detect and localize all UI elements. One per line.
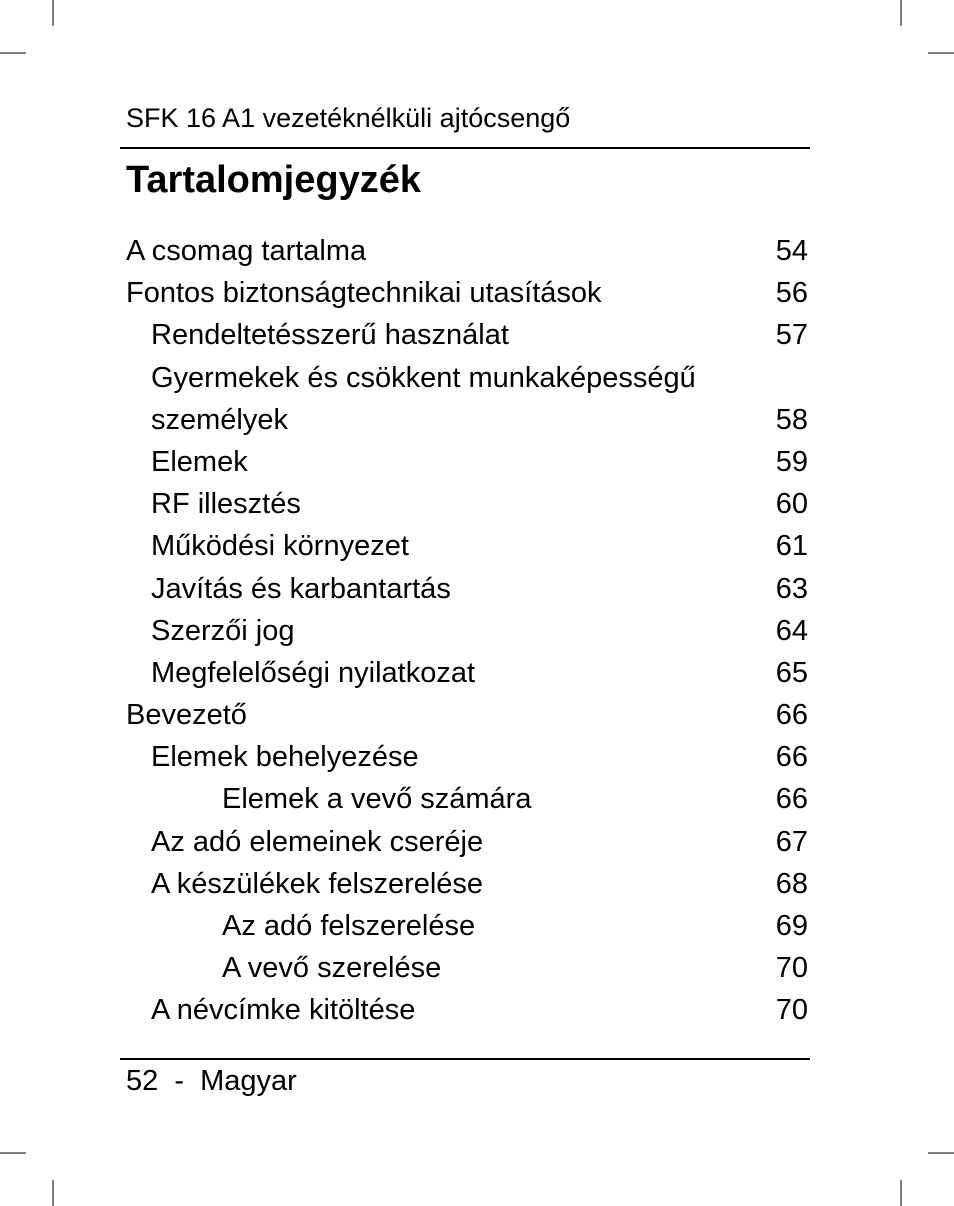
toc-entry[interactable] [126, 441, 808, 483]
toc-entry-label: A készülékek felszerelése [151, 867, 484, 900]
toc-entry-label: Működési környezet [151, 530, 409, 563]
toc-entry-label: RF illesztés [151, 488, 301, 521]
crop-mark-bottom-left [52, 1180, 54, 1206]
toc-entry-label: személyek [151, 403, 288, 436]
toc-entry-page-number: 66 [775, 699, 808, 732]
toc-entry-page-number: 61 [775, 530, 808, 563]
document-header-title: SFK 16 A1 vezetéknélküli ajtócsengő [126, 103, 571, 133]
toc-entry-page-number: 66 [775, 783, 808, 816]
toc-entry-label: Fontos biztonságtechnikai utasítások [126, 277, 602, 310]
toc-entry-label: A vevő szerelése [222, 952, 442, 985]
crop-mark-left-top [0, 52, 26, 54]
crop-mark-top-left [52, 0, 54, 26]
toc-entry-page-number: 68 [775, 867, 808, 900]
toc-entry[interactable] [126, 399, 808, 441]
toc-entry-page-number: 59 [775, 445, 808, 478]
toc-entry-label: A névcímke kitöltése [151, 994, 416, 1027]
toc-entry-label: Elemek a vevő számára [222, 783, 532, 816]
toc-entry-page-number: 57 [775, 319, 808, 352]
footer-page-label: 52 - Magyar [126, 1065, 297, 1097]
toc-entry-label: A csomag tartalma [126, 235, 367, 267]
toc-entry-label: Elemek [151, 445, 248, 478]
toc-entry-page-number: 67 [775, 825, 808, 858]
toc-entry-page-number: 66 [775, 741, 808, 774]
toc-entry-page-number: 56 [775, 277, 808, 310]
crop-mark-bottom-right [900, 1180, 902, 1206]
toc-entry[interactable] [126, 483, 808, 525]
toc-entry[interactable] [126, 568, 808, 610]
toc-entry-label: Az adó felszerelése [222, 910, 476, 942]
toc-entry-page-number: 70 [775, 994, 808, 1027]
toc-entry[interactable] [126, 610, 808, 652]
toc-entry-label: Rendeltetésszerű használat [151, 319, 509, 352]
toc-entry[interactable] [126, 989, 808, 1031]
crop-mark-left-bottom [0, 1152, 26, 1154]
toc-entry[interactable] [126, 863, 808, 905]
toc-entry[interactable] [126, 357, 808, 399]
toc-entry-page-number: 70 [775, 952, 808, 985]
toc-entry-label: Elemek behelyezése [151, 741, 419, 774]
crop-mark-top-right [900, 0, 902, 26]
toc-title: Tartalomjegyzék [126, 159, 421, 201]
toc-entry-page-number: 63 [775, 572, 808, 605]
toc-entry[interactable] [126, 652, 808, 694]
toc-entry[interactable] [126, 694, 808, 736]
toc-entry-page-number: 54 [775, 235, 808, 267]
toc-entry-label: Javítás és karbantartás [151, 572, 451, 605]
toc-entry[interactable] [126, 778, 808, 820]
toc-entry[interactable] [126, 736, 808, 778]
toc-entry[interactable] [126, 230, 808, 272]
toc-entry-page-number: 58 [775, 403, 808, 436]
toc-entry-page-number: 64 [775, 614, 808, 647]
toc-entry-page-number: 60 [775, 488, 808, 521]
toc-entry-label: Gyermekek és csökkent munkaképességű [151, 361, 696, 394]
footer-rule [120, 1058, 810, 1060]
toc-entry[interactable] [126, 947, 808, 989]
toc-entry-label: Szerzői jog [151, 614, 295, 647]
toc-entry-label: Az adó elemeinek cseréje [151, 825, 484, 858]
crop-mark-right-bottom [928, 1152, 954, 1154]
toc-entry-page-number: 69 [775, 910, 808, 942]
toc-entry-label: Megfelelőségi nyilatkozat [151, 656, 476, 689]
toc-entry[interactable] [126, 905, 808, 947]
table-of-contents [126, 230, 808, 1032]
toc-entry[interactable] [126, 272, 808, 314]
crop-mark-right-top [928, 52, 954, 54]
toc-entry-label: Bevezető [126, 699, 247, 732]
toc-entry[interactable] [126, 821, 808, 863]
toc-entry[interactable] [126, 314, 808, 356]
header-rule [120, 147, 810, 149]
toc-entry-page-number: 65 [775, 656, 808, 689]
toc-entry[interactable] [126, 525, 808, 567]
